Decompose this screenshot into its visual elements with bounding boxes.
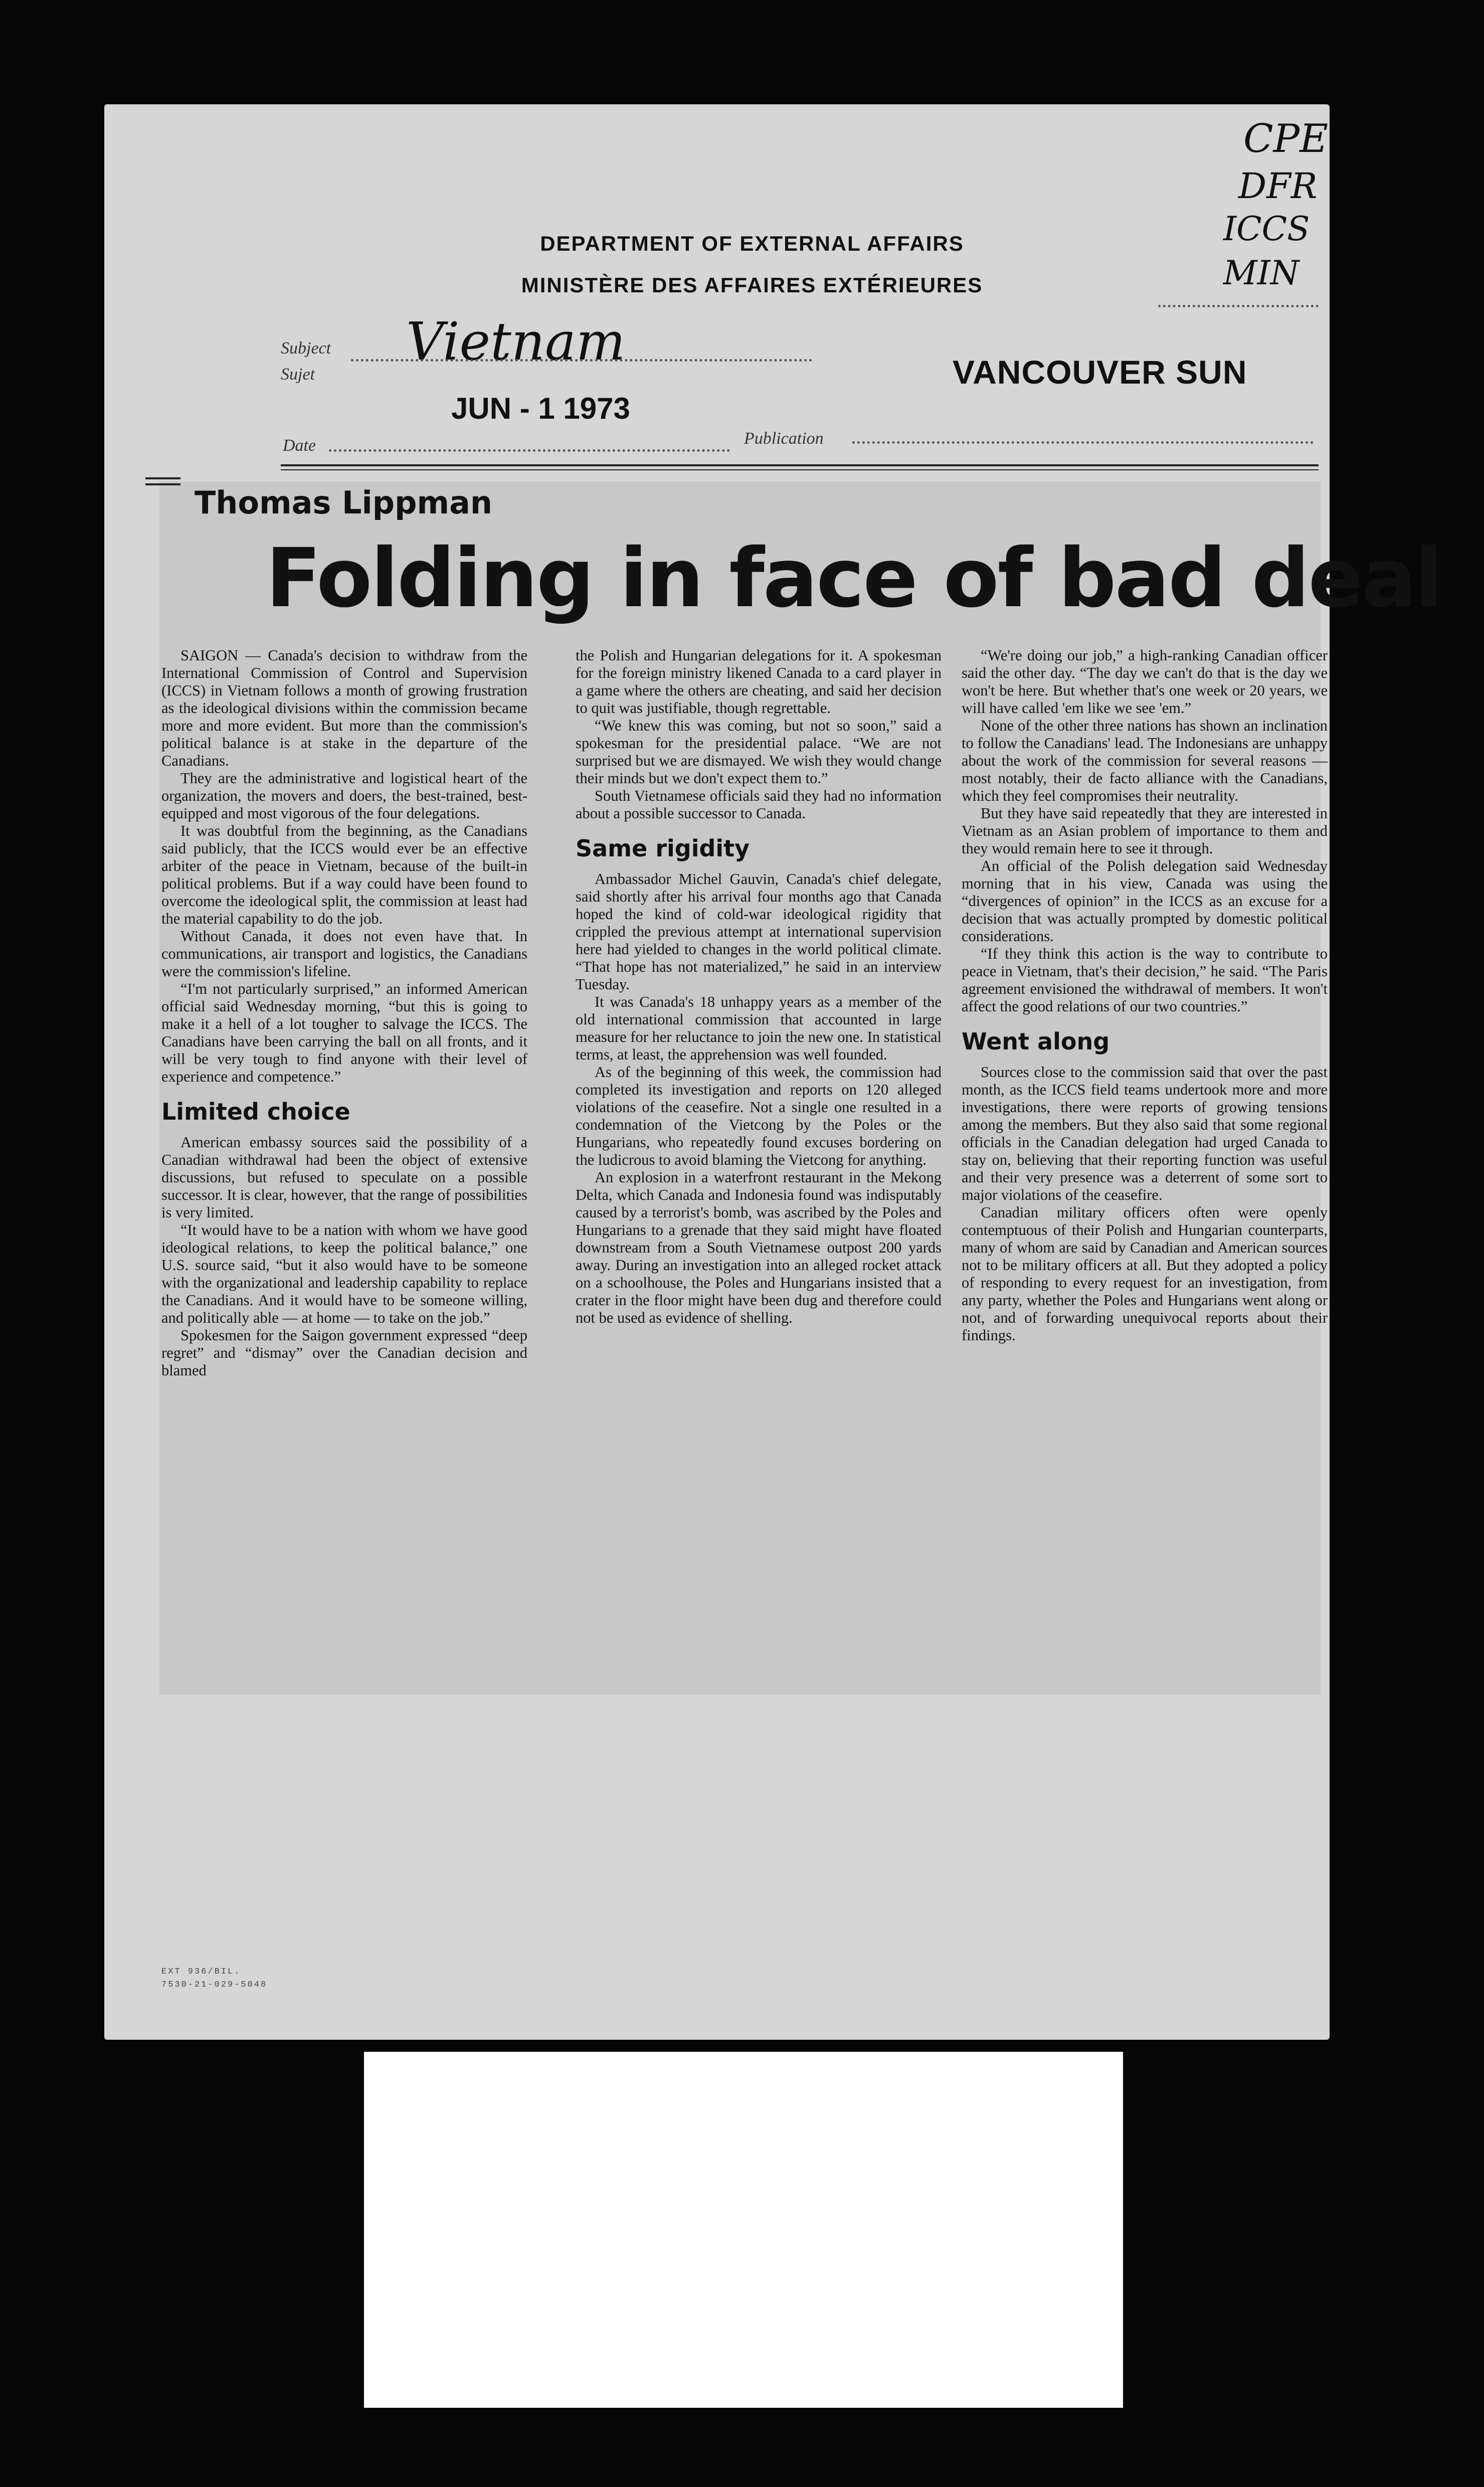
paragraph: Canadian military officers often were openly contemptuous of their Polish and Hungarian counterparts, many of whom are said by Canadian and American sources not to be military officers at all. But they adopted a policy of responding to every request for an investigation, from any party, whether the Poles and Hungarians went along or not, and of forwarding unequivocal reports about their findings. xyxy=(962,1204,1328,1344)
paragraph: They are the administrative and logistical heart of the organization, the movers and doers, the best-trained, best-equipped and most vigorous of the four delegations. xyxy=(161,770,527,822)
paragraph: As of the beginning of this week, the commission had completed its investigation and reports on 120 alleged violations of the ceasefire. Not a single one resulted in a condemnation of the Vietcong by the Poles or the Hungarians, who repeatedly found excuses bordering on the ludicrous to avoid blaming the Vietcong for anything. xyxy=(576,1063,942,1168)
paragraph: It was doubtful from the beginning, as the Canadians said publicly, that the ICCS would ever be an effective arbiter of the peace in Vietnam, because of the built-in political problems. But if a way could have been found to overcome the ideological split, the commission at least had the material capability to do the job. xyxy=(161,822,527,927)
paragraph: It was Canada's 18 unhappy years as a member of the old international commission that accounted in large measure for her reluctance to join the new one. In statistical terms, at least, the apprehension was well founded. xyxy=(576,993,942,1063)
paragraph: Ambassador Michel Gauvin, Canada's chief delegate, said shortly after his arrival four months ago that Canada hoped the kind of cold-war ideological rigidity that crippled the previous attempt at international supervision here had yielded to changes in the world political climate. “That hope has not materialized,” he said in an interview Tuesday. xyxy=(576,870,942,993)
clipping-top-rule xyxy=(281,464,1319,466)
handwritten-note-4: MIN xyxy=(1223,254,1300,292)
date-dotted-line xyxy=(329,449,730,452)
date-stamp: JUN - 1 1973 xyxy=(451,392,630,425)
paragraph: “We're doing our job,” a high-ranking Canadian officer said the other day. “The day we can't do that is the day we won't be here. But whether that's one week or 20 years, we will have called 'em like we see 'em.” xyxy=(962,647,1328,717)
article-column-3 xyxy=(962,647,1328,1344)
paragraph: Without Canada, it does not even have that. In communications, air transport and logistics, the Canadians were the commission's lifeline. xyxy=(161,928,527,980)
blank-slip xyxy=(364,2052,1123,2408)
subject-value: Vietnam xyxy=(406,311,626,372)
handwritten-note-3: ICCS xyxy=(1223,210,1310,248)
paragraph: SAIGON — Canada's decision to withdraw from the International Commission of Control and Supervision (ICCS) in Vietnam follows a month of growing frustration as the ideological divisions within the commission became more and more evident. But more than the commission's political balance is at stake in the departure of the Canadians. xyxy=(161,647,527,769)
paragraph: Sources close to the commission said that over the past month, as the ICCS field teams undertook more and more investigations, there were reports of growing tensions among the members. But they also said that some regional officials in the Canadian delegation had urged Canada to stay on, believing that their reporting function was useful and their very presence was a deterrent of some sort to major violations of the ceasefire. xyxy=(962,1063,1328,1203)
paragraph: “I'm not particularly surprised,” an informed American official said Wednesday morning, “but this is going to make it a hell of a lot tougher to salvage the ICCS. The Canadians have been carrying the ball on all fronts, and it will be very tough to find anyone with their level of experience and competence.” xyxy=(161,980,527,1085)
subject-dotted-line xyxy=(351,359,812,362)
article-column-2 xyxy=(576,647,942,1327)
subheading-went-along: Went along xyxy=(962,1028,1110,1055)
paragraph: “We knew this was coming, but not so soon,” said a spokesman for the presidential palace. “We are not surprised but we are dismayed. We wish they would change their minds but we don't expect them to.” xyxy=(576,717,942,787)
form-code-line: EXT 936/BIL. xyxy=(161,1967,241,1977)
date-label: Date xyxy=(283,436,316,455)
article-byline: Thomas Lippman xyxy=(195,484,493,521)
handwritten-note-1: CPE xyxy=(1243,116,1329,161)
paragraph: But they have said repeatedly that they are interested in Vietnam as an Asian problem of importance to them and they would remain here to see it through. xyxy=(962,805,1328,857)
margin-dash xyxy=(145,477,180,479)
handwritten-note-2: DFR xyxy=(1238,165,1318,207)
note-dotted-rule xyxy=(1158,305,1319,307)
paragraph: None of the other three nations has shown an inclination to follow the Canadians' lead. The Indonesians are unhappy about the work of the commission for several reasons — most notably, their de facto alliance with the Canadians, which they feel compromises their neutrality. xyxy=(962,717,1328,804)
paragraph: An official of the Polish delegation said Wednesday morning that in his view, Canada was using the “divergences of opinion” in the ICCS as an excuse for a decision that was actually prompted by domestic political considerations. xyxy=(962,857,1328,945)
margin-dash-2 xyxy=(145,483,180,485)
department-title-en: DEPARTMENT OF EXTERNAL AFFAIRS xyxy=(540,232,964,255)
publication-dotted-line xyxy=(852,441,1314,444)
paragraph: “It would have to be a nation with whom we have good ideological relations, to keep the political balance,” one U.S. source said, “but it also would have to be someone with the organizational and leadership capability to replace the Canadians. And it would have to be someone willing, and politically able — at home — to take on the job.” xyxy=(161,1221,527,1326)
paragraph: “If they think this action is the way to contribute to peace in Vietnam, that's their decision,” he said. “The Paris agreement envisioned the withdrawal of members. It won't affect the good relations of our two countries.” xyxy=(962,945,1328,1015)
paragraph: Spokesmen for the Saigon government expressed “deep regret” and “dismay” over the Canadian decision and blamed xyxy=(161,1327,527,1379)
paragraph: American embassy sources said the possibility of a Canadian withdrawal had been the object of extensive discussions, but refused to speculate on a possible successor. It is clear, however, that the range of possibilities is very limited. xyxy=(161,1134,527,1221)
clipping-top-rule-2 xyxy=(281,469,1319,470)
subheading-limited-choice: Limited choice xyxy=(161,1098,350,1125)
subheading-same-rigidity: Same rigidity xyxy=(576,835,750,862)
paragraph: An explosion in a waterfront restaurant in the Mekong Delta, which Canada and Indonesia found was indisputably caused by a terrorist's bomb, was ascribed by the Poles and Hungarians to a grenade that they said might have floated downstream from a South Vietnamese outpost 200 yards away. During an investigation into an alleged rocket attack on a schoolhouse, the Poles and Hungarians insisted that a crater in the floor might have been dug and therefore could not be used as evidence of shelling. xyxy=(576,1169,942,1326)
form-code xyxy=(161,1966,267,1992)
department-title-fr: MINISTÈRE DES AFFAIRES EXTÉRIEURES xyxy=(521,273,983,297)
stock-number-line: 7530-21-029-5048 xyxy=(161,1980,268,1990)
publication-stamp: VANCOUVER SUN xyxy=(953,353,1247,391)
subject-label: Subject xyxy=(281,339,331,358)
publication-label: Publication xyxy=(744,429,824,448)
paragraph: South Vietnamese officials said they had no information about a possible successor to Canada. xyxy=(576,787,942,822)
sujet-label: Sujet xyxy=(281,365,315,384)
article-headline: Folding in face of bad deal xyxy=(266,531,1441,626)
article-column-1 xyxy=(161,647,527,1379)
paragraph: the Polish and Hungarian delegations for it. A spokesman for the foreign ministry likened Canada to a card player in a game where the others are cheating, and said her decision to quit was justifiable, though regrettable. xyxy=(576,647,942,717)
